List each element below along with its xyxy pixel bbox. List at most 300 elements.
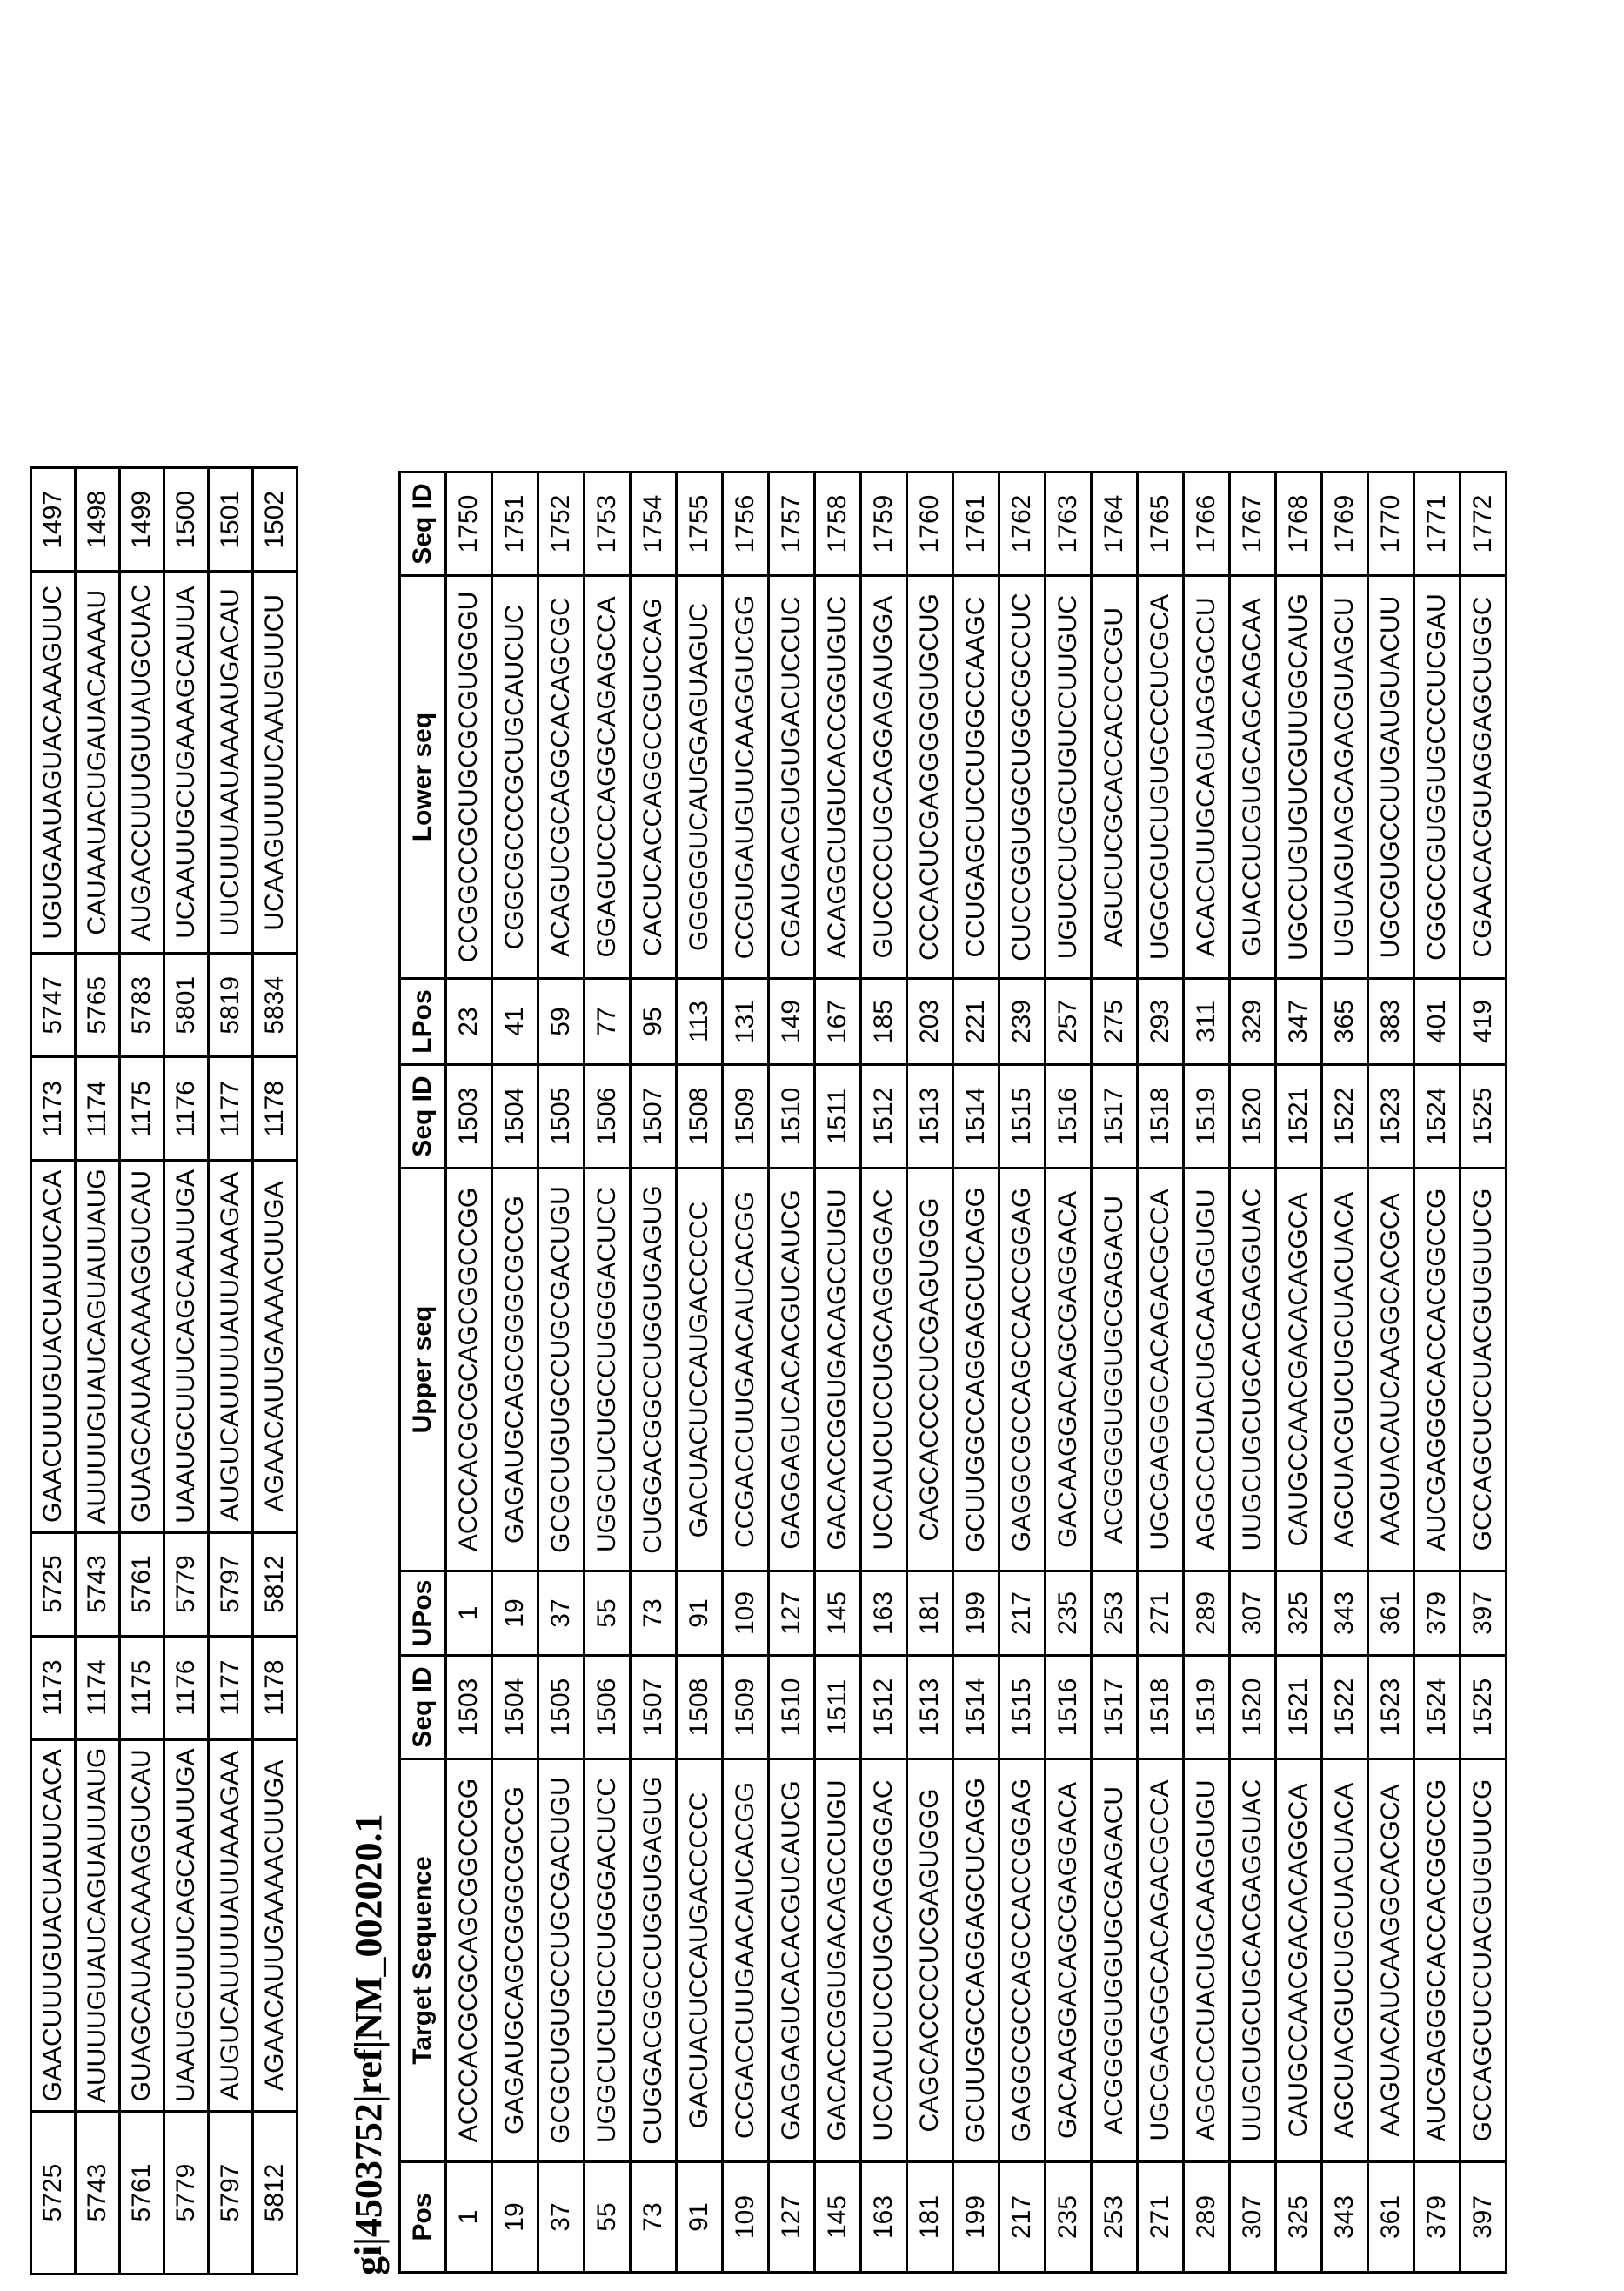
seq-id-cell: 1517 [1092,1656,1138,1759]
seq-id-3-cell: 1757 [769,472,815,576]
lpos-cell: 95 [631,979,677,1065]
seq-id-cell: 1177 [209,1636,253,1739]
lower-seq-cell: CCGGCCGCUGCGCGUGGGU [446,576,492,979]
upos-cell: 127 [769,1571,815,1656]
table-row [209,468,253,2274]
seq-id-cell: 1516 [1046,1656,1092,1759]
target-sequence-cell: ACCCACGCGCAGCGGCCGG [446,1759,492,2162]
col-header-lpos: LPos [400,979,446,1065]
lpos-cell: 221 [953,979,999,1065]
seq-id-2-cell: 1525 [1460,1065,1507,1169]
seq-id-cell: 1522 [1322,1656,1368,1759]
lpos-cell: 383 [1368,979,1414,1065]
pos-cell: 1 [446,2162,492,2273]
table-row [31,468,76,2274]
seq-id-cell: 1523 [1368,1656,1414,1759]
pos-cell: 235 [1046,2162,1092,2273]
seq-id-3-cell: 1770 [1368,472,1414,576]
upos-cell: 361 [1368,1571,1414,1656]
target-sequence-cell: CAGCACCCCUCGAGUGGG [907,1759,953,2162]
table-row [907,472,953,2273]
table-row [723,472,769,2273]
upos-cell: 307 [1230,1571,1276,1656]
seq-id-cell: 1525 [1460,1656,1507,1759]
seq-id-cell: 1520 [1230,1656,1276,1759]
table-row [585,472,631,2273]
seq-id-2-cell: 1518 [1138,1065,1184,1169]
target-sequence-cell: AUCGAGGGCACCACGGCCG [1414,1759,1460,2162]
pos-cell: 109 [723,2162,769,2273]
target-sequence-cell: UAAUGCUUUCAGCAAUUGA [164,1739,209,2111]
table-row [631,472,677,2273]
lpos-cell: 311 [1184,979,1230,1065]
pos-cell: 397 [1460,2162,1507,2273]
lower-seq-cell: CGGCGCCCGCUGCAUCUC [492,576,538,979]
upos-cell: 379 [1414,1571,1460,1656]
lpos-cell: 5765 [76,954,120,1057]
lower-seq-cell: CCCACUCGAGGGGGUGCUG [907,576,953,979]
pos-cell: 127 [769,2162,815,2273]
table-row [1276,472,1322,2273]
target-sequence-cell: GAGGCGCCAGCCACCGGAG [999,1759,1046,2162]
upper-seq-cell: GCGCUGUGCCUGCGACUGU [538,1169,585,1571]
seq-id-3-cell: 1750 [446,472,492,576]
seq-id-cell: 1507 [631,1656,677,1759]
target-sequence-cell: GAACUUUGUACUAUUCACA [31,1739,76,2111]
lower-seq-cell: ACAGUCGCAGGCACAGCGC [538,576,585,979]
seq-id-2-cell: 1522 [1322,1065,1368,1169]
lpos-cell: 257 [1046,979,1092,1065]
seq-id-2-cell: 1510 [769,1065,815,1169]
table-header-row [400,472,446,2273]
seq-id-cell: 1176 [164,1636,209,1739]
continuation-table [30,466,298,2275]
upper-seq-cell: CAGCACCCCUCGAGUGGG [907,1169,953,1571]
seq-id-3-cell: 1501 [209,468,253,572]
lower-seq-cell: UUCUUUAAUAAAAUGACAU [209,572,253,954]
target-sequence-cell: GACUACUCCAUGACCCCC [677,1759,723,2162]
upper-seq-cell: GUAGCAUAACAAAGGUCAU [120,1161,164,1532]
table-row [1184,472,1230,2273]
seq-id-2-cell: 1178 [253,1057,297,1161]
table-row [253,468,297,2274]
lpos-cell: 131 [723,979,769,1065]
seq-id-cell: 1511 [815,1656,861,1759]
seq-id-cell: 1505 [538,1656,585,1759]
lower-seq-cell: CCGUGAUGUUCAAGGUCGG [723,576,769,979]
col-header-seq-id-3: Seq ID [400,472,446,576]
pos-cell: 37 [538,2162,585,2273]
table-row [815,472,861,2273]
seq-id-2-cell: 1519 [1184,1065,1230,1169]
seq-id-3-cell: 1761 [953,472,999,576]
lower-seq-cell: UCAAGUUUUCAAUGUUCU [253,572,297,954]
target-sequence-cell: ACGGGGUGGUGCGAGACU [1092,1759,1138,2162]
upos-cell: 5743 [76,1532,120,1636]
upos-cell: 271 [1138,1571,1184,1656]
seq-id-3-cell: 1497 [31,468,76,572]
upos-cell: 217 [999,1571,1046,1656]
lpos-cell: 239 [999,979,1046,1065]
seq-id-3-cell: 1499 [120,468,164,572]
lpos-cell: 5801 [164,954,209,1057]
lower-seq-cell: CGGCCGUGGUGCCCUCGAU [1414,576,1460,979]
table-row [1046,472,1092,2273]
seq-id-2-cell: 1506 [585,1065,631,1169]
target-sequence-cell: GCCAGCUCCUACGUGUUCG [1460,1759,1507,2162]
lpos-cell: 23 [446,979,492,1065]
seq-id-3-cell: 1763 [1046,472,1092,576]
seq-id-2-cell: 1176 [164,1057,209,1161]
upper-seq-cell: GACACCGGUGACAGCCUGU [815,1169,861,1571]
upper-seq-cell: CUGGACGGCCUGGUGAGUG [631,1169,677,1571]
pos-cell: 91 [677,2162,723,2273]
table-row [76,468,120,2274]
table-row [861,472,907,2273]
upos-cell: 5812 [253,1532,297,1636]
upper-seq-cell: UGCGAGGGCACAGACGCCA [1138,1169,1184,1571]
table-row [1368,472,1414,2273]
seq-id-cell: 1503 [446,1656,492,1759]
table-row [1138,472,1184,2273]
upos-cell: 325 [1276,1571,1322,1656]
seq-id-2-cell: 1503 [446,1065,492,1169]
seq-id-3-cell: 1755 [677,472,723,576]
target-sequence-cell: CUGGACGGCCUGGUGAGUG [631,1759,677,2162]
section-title: gi|4503752|ref|NM_002020.1 [347,1813,390,2275]
upos-cell: 5725 [31,1532,76,1636]
seq-id-2-cell: 1523 [1368,1065,1414,1169]
seq-id-2-cell: 1512 [861,1065,907,1169]
seq-id-3-cell: 1500 [164,468,209,572]
seq-id-3-cell: 1502 [253,468,297,572]
upper-seq-cell: AGCUACGUCUGCUACUACA [1322,1169,1368,1571]
seq-id-2-cell: 1514 [953,1065,999,1169]
lower-seq-cell: UCAAUUGCUGAAAGCAUUA [164,572,209,954]
pos-cell: 5725 [31,2112,76,2274]
table-row [769,472,815,2273]
table-row [677,472,723,2273]
upos-cell: 343 [1322,1571,1368,1656]
seq-id-cell: 1521 [1276,1656,1322,1759]
col-header-pos: Pos [400,2162,446,2273]
target-sequence-cell: AAGUACAUCAAGGCACGCA [1368,1759,1414,2162]
pos-cell: 19 [492,2162,538,2273]
seq-id-3-cell: 1769 [1322,472,1368,576]
target-sequence-cell: AGAACAUUGAAAACUUGA [253,1739,297,2111]
seq-id-3-cell: 1772 [1460,472,1507,576]
upper-seq-cell: ACGGGGUGGUGCGAGACU [1092,1169,1138,1571]
upper-seq-cell: GCUUGGCCAGGAGCUCAGG [953,1169,999,1571]
upos-cell: 19 [492,1571,538,1656]
lower-seq-cell: GUACCUCGUGCAGCAGCAA [1230,576,1276,979]
lpos-cell: 347 [1276,979,1322,1065]
lpos-cell: 5819 [209,954,253,1057]
pos-cell: 5761 [120,2112,164,2274]
lower-seq-cell: GGAGUCCCAGGCAGAGCCA [585,576,631,979]
pos-cell: 361 [1368,2162,1414,2273]
seq-id-cell: 1518 [1138,1656,1184,1759]
upper-seq-cell: AUCGAGGGCACCACGGCCG [1414,1169,1460,1571]
seq-id-3-cell: 1766 [1184,472,1230,576]
seq-id-cell: 1524 [1414,1656,1460,1759]
col-header-upos: UPos [400,1571,446,1656]
col-header-lower-seq: Lower seq [400,576,446,979]
table-row [1230,472,1276,2273]
lower-seq-cell: UGUCCUCGCUGUCCUUGUC [1046,576,1092,979]
lpos-cell: 365 [1322,979,1368,1065]
target-sequence-cell: CAUGCCAACGACACAGGCA [1276,1759,1322,2162]
seq-id-3-cell: 1498 [76,468,120,572]
lpos-cell: 275 [1092,979,1138,1065]
seq-id-2-cell: 1505 [538,1065,585,1169]
seq-id-cell: 1519 [1184,1656,1230,1759]
lpos-cell: 401 [1414,979,1460,1065]
upper-seq-cell: AGGCCCUACUGCAAGGUGU [1184,1169,1230,1571]
upos-cell: 289 [1184,1571,1230,1656]
upper-seq-cell: UCCAUCUCCUGCAGGGGAC [861,1169,907,1571]
pos-cell: 5797 [209,2112,253,2274]
pos-cell: 73 [631,2162,677,2273]
seq-id-3-cell: 1751 [492,472,538,576]
lpos-cell: 329 [1230,979,1276,1065]
seq-id-3-cell: 1767 [1230,472,1276,576]
upos-cell: 37 [538,1571,585,1656]
seq-id-3-cell: 1752 [538,472,585,576]
pos-cell: 343 [1322,2162,1368,2273]
target-sequence-cell: UGGCUCUGCCUGGGACUCC [585,1759,631,2162]
upos-cell: 181 [907,1571,953,1656]
col-header-seq-id: Seq ID [400,1656,446,1759]
upos-cell: 91 [677,1571,723,1656]
table-row [446,472,492,2273]
target-sequence-cell: AUGUCAUUUUAUUAAAGAA [209,1739,253,2111]
table-row [538,472,585,2273]
seq-id-cell: 1508 [677,1656,723,1759]
seq-id-2-cell: 1524 [1414,1065,1460,1169]
seq-id-2-cell: 1509 [723,1065,769,1169]
target-sequence-cell: CCGACCUUGAACAUCACGG [723,1759,769,2162]
table-row [953,472,999,2273]
seq-id-2-cell: 1175 [120,1057,164,1161]
upos-cell: 235 [1046,1571,1092,1656]
seq-id-2-cell: 1511 [815,1065,861,1169]
lower-seq-cell: UGUGAAUAGUACAAAGUUC [31,572,76,954]
target-sequence-cell: GAGGAGUCACACGUCAUCG [769,1759,815,2162]
lpos-cell: 149 [769,979,815,1065]
target-sequence-cell: GCGCUGUGCCUGCGACUGU [538,1759,585,2162]
table-row [1460,472,1507,2273]
upper-seq-cell: UUGCUGCUGCACGAGGUAC [1230,1169,1276,1571]
seq-id-3-cell: 1756 [723,472,769,576]
lower-seq-cell: CAUAAUACUGAUACAAAAU [76,572,120,954]
seq-id-3-cell: 1771 [1414,472,1460,576]
pos-cell: 145 [815,2162,861,2273]
seq-id-3-cell: 1759 [861,472,907,576]
lower-seq-cell: ACACCUUGCAGUAGGGCCU [1184,576,1230,979]
upper-seq-cell: GCCAGCUCCUACGUGUUCG [1460,1169,1507,1571]
upper-seq-cell: CAUGCCAACGACACAGGCA [1276,1169,1322,1571]
seq-id-3-cell: 1764 [1092,472,1138,576]
lower-seq-cell: CACUCACCAGGCCGUCCAG [631,576,677,979]
pos-cell: 163 [861,2162,907,2273]
seq-id-3-cell: 1753 [585,472,631,576]
table-row [1092,472,1138,2273]
upper-seq-cell: ACCCACGCGCAGCGGCCGG [446,1169,492,1571]
upper-seq-cell: GAGAUGCAGCGGGCGCCG [492,1169,538,1571]
lpos-cell: 185 [861,979,907,1065]
seq-id-3-cell: 1765 [1138,472,1184,576]
target-sequence-cell: AUUUUGUAUCAGUAUUAUG [76,1739,120,2111]
lower-seq-cell: UGCGUGCCUUGAUGUACUU [1368,576,1414,979]
seq-id-cell: 1506 [585,1656,631,1759]
pos-cell: 5743 [76,2112,120,2274]
upper-seq-cell: AUGUCAUUUUAUUAAAGAA [209,1161,253,1532]
target-sequence-cell: UUGCUGCUGCACGAGGUAC [1230,1759,1276,2162]
target-sequence-cell: GACAAGGACAGCGAGGACA [1046,1759,1092,2162]
pos-cell: 5779 [164,2112,209,2274]
lower-seq-cell: AUGACCUUUGUUAUGCUAC [120,572,164,954]
target-sequence-cell: GUAGCAUAACAAAGGUCAU [120,1739,164,2111]
upper-seq-cell: AGAACAUUGAAAACUUGA [253,1161,297,1532]
seq-id-2-cell: 1177 [209,1057,253,1161]
lpos-cell: 41 [492,979,538,1065]
table-row [999,472,1046,2273]
col-header-target-sequence: Target Sequence [400,1759,446,2162]
seq-id-2-cell: 1504 [492,1065,538,1169]
lower-seq-cell: CGAUGACGUGUGACUCCUC [769,576,815,979]
pos-cell: 5812 [253,2112,297,2274]
seq-id-2-cell: 1515 [999,1065,1046,1169]
pos-cell: 181 [907,2162,953,2273]
lpos-cell: 59 [538,979,585,1065]
table-row [492,472,538,2273]
pos-cell: 55 [585,2162,631,2273]
seq-id-cell: 1178 [253,1636,297,1739]
seq-id-3-cell: 1762 [999,472,1046,576]
target-sequence-cell: UGCGAGGGCACAGACGCCA [1138,1759,1184,2162]
seq-id-2-cell: 1173 [31,1057,76,1161]
upper-seq-cell: GACAAGGACAGCGAGGACA [1046,1169,1092,1571]
seq-id-3-cell: 1768 [1276,472,1322,576]
lower-seq-cell: UGUAGUAGCAGACGUAGCU [1322,576,1368,979]
upos-cell: 397 [1460,1571,1507,1656]
seq-id-cell: 1509 [723,1656,769,1759]
seq-id-cell: 1504 [492,1656,538,1759]
target-sequence-cell: GCUUGGCCAGGAGCUCAGG [953,1759,999,2162]
pos-cell: 289 [1184,2162,1230,2273]
lower-seq-cell: AGUCUCGCACCACCCCGU [1092,576,1138,979]
lpos-cell: 5834 [253,954,297,1057]
upos-cell: 145 [815,1571,861,1656]
lower-seq-cell: UGGCGUCUGUGCCCUCGCA [1138,576,1184,979]
target-sequence-cell: GAGAUGCAGCGGGCGCCG [492,1759,538,2162]
upos-cell: 253 [1092,1571,1138,1656]
lpos-cell: 113 [677,979,723,1065]
upos-cell: 5779 [164,1532,209,1636]
upper-seq-cell: AAGUACAUCAAGGCACGCA [1368,1169,1414,1571]
pos-cell: 307 [1230,2162,1276,2273]
upos-cell: 5761 [120,1532,164,1636]
seq-id-cell: 1173 [31,1636,76,1739]
upper-seq-cell: GACUACUCCAUGACCCCC [677,1169,723,1571]
seq-id-3-cell: 1760 [907,472,953,576]
seq-id-2-cell: 1520 [1230,1065,1276,1169]
upper-seq-cell: UGGCUCUGCCUGGGACUCC [585,1169,631,1571]
lpos-cell: 77 [585,979,631,1065]
seq-id-2-cell: 1507 [631,1065,677,1169]
pos-cell: 271 [1138,2162,1184,2273]
seq-id-2-cell: 1521 [1276,1065,1322,1169]
seq-id-cell: 1174 [76,1636,120,1739]
lower-seq-cell: CCUGAGCUCCUGGCCAAGC [953,576,999,979]
table-row [1322,472,1368,2273]
upos-cell: 199 [953,1571,999,1656]
lower-seq-cell: UGCCUGUGUCGUUGGCAUG [1276,576,1322,979]
seq-id-cell: 1515 [999,1656,1046,1759]
lower-seq-cell: GUCCCCUGCAGGAGAUGGA [861,576,907,979]
seq-id-2-cell: 1174 [76,1057,120,1161]
seq-id-2-cell: 1513 [907,1065,953,1169]
table-row [164,468,209,2274]
pos-cell: 253 [1092,2162,1138,2273]
lower-seq-cell: CUCCGGUGGCUGGCGCCUC [999,576,1046,979]
seq-id-2-cell: 1508 [677,1065,723,1169]
target-sequence-cell: AGCUACGUCUGCUACUACA [1322,1759,1368,2162]
table-row [120,468,164,2274]
col-header-upper-seq: Upper seq [400,1169,446,1571]
lpos-cell: 5747 [31,954,76,1057]
lpos-cell: 5783 [120,954,164,1057]
upos-cell: 163 [861,1571,907,1656]
seq-id-cell: 1514 [953,1656,999,1759]
upper-seq-cell: GAACUUUGUACUAUUCACA [31,1161,76,1532]
upos-cell: 55 [585,1571,631,1656]
target-sequence-cell: UCCAUCUCCUGCAGGGGAC [861,1759,907,2162]
upos-cell: 1 [446,1571,492,1656]
seq-id-cell: 1510 [769,1656,815,1759]
upos-cell: 73 [631,1571,677,1656]
lpos-cell: 419 [1460,979,1507,1065]
upper-seq-cell: AUUUUGUAUCAGUAUUAUG [76,1161,120,1532]
seq-id-cell: 1513 [907,1656,953,1759]
seq-id-2-cell: 1517 [1092,1065,1138,1169]
seq-id-cell: 1175 [120,1636,164,1739]
pos-cell: 379 [1414,2162,1460,2273]
lower-seq-cell: CGAACACGUAGGAGCUGGC [1460,576,1507,979]
upper-seq-cell: CCGACCUUGAACAUCACGG [723,1169,769,1571]
pos-cell: 217 [999,2162,1046,2273]
lpos-cell: 293 [1138,979,1184,1065]
upper-seq-cell: GAGGCGCCAGCCACCGGAG [999,1169,1046,1571]
target-sequence-cell: GACACCGGUGACAGCCUGU [815,1759,861,2162]
upper-seq-cell: GAGGAGUCACACGUCAUCG [769,1169,815,1571]
upos-cell: 109 [723,1571,769,1656]
seq-id-2-cell: 1516 [1046,1065,1092,1169]
seq-id-3-cell: 1754 [631,472,677,576]
pos-cell: 199 [953,2162,999,2273]
upos-cell: 5797 [209,1532,253,1636]
lower-seq-cell: GGGGGUCAUGGAGUAGUC [677,576,723,979]
seq-id-cell: 1512 [861,1656,907,1759]
target-sequence-cell: AGGCCCUACUGCAAGGUGU [1184,1759,1230,2162]
pos-cell: 325 [1276,2162,1322,2273]
table-row [1414,472,1460,2273]
col-header-seq-id-2: Seq ID [400,1065,446,1169]
lpos-cell: 203 [907,979,953,1065]
lpos-cell: 167 [815,979,861,1065]
sequence-table [398,471,1507,2274]
